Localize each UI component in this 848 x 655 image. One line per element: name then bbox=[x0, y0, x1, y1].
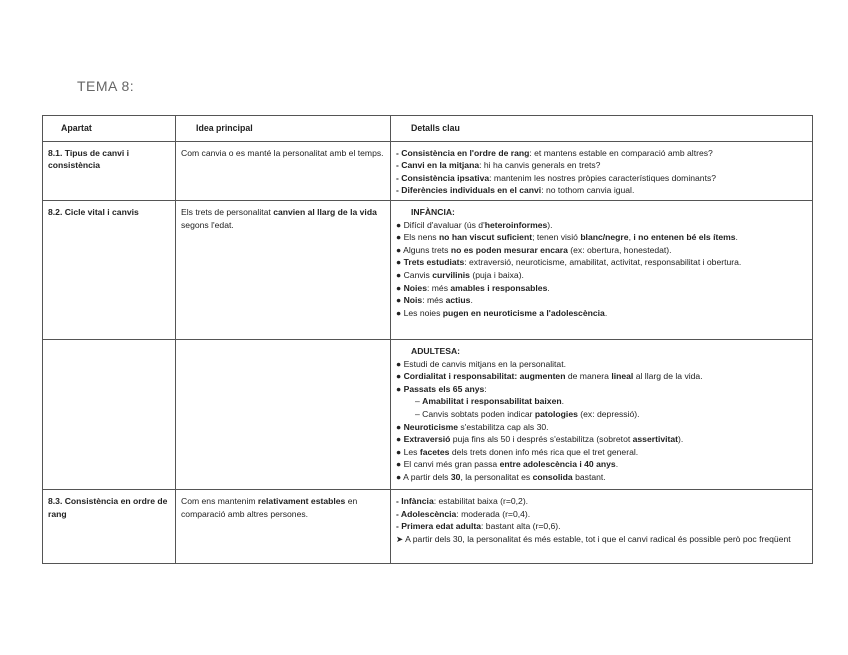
detail-line: ● Les noies pugen en neuroticisme a l'adolescència. bbox=[396, 307, 608, 318]
detail-line: ● Canvis curvilinis (puja i baixa). bbox=[396, 269, 524, 280]
table-row bbox=[43, 339, 813, 489]
detail-line: ● Noies: més amables i responsables. bbox=[396, 282, 550, 293]
document-title: TEMA 8: bbox=[77, 78, 135, 94]
table-header-row bbox=[43, 116, 813, 142]
detail-line: ● Passats els 65 anys: bbox=[396, 383, 487, 394]
detail-line: - Consistència en l'ordre de rang: et mantens estable en comparació amb altres? bbox=[396, 147, 713, 158]
header-apartat: Apartat bbox=[43, 116, 176, 142]
idea-cell: Els trets de personalitat canvien al llarg de la vida segons l'edat. bbox=[176, 200, 391, 339]
detail-line: - Consistència ipsativa: mantenim les nostres pròpies característiques dominants? bbox=[396, 172, 717, 183]
detail-line: - Canvi en la mitjana: hi ha canvis generals en trets? bbox=[396, 160, 601, 171]
detail-line: - Adolescència: moderada (r=0,4). bbox=[396, 508, 531, 519]
detail-line: ● Trets estudiats: extraversió, neuroticisme, amabilitat, activitat, responsabilitat i obertura. bbox=[396, 257, 742, 268]
table-row bbox=[43, 489, 813, 563]
detail-line: - Infància: estabilitat baixa (r=0,2). bbox=[396, 495, 529, 506]
header-idea-principal: Idea principal bbox=[176, 116, 391, 142]
detail-subline: – Amabilitat i responsabilitat baixen. bbox=[415, 396, 565, 407]
summary-table bbox=[42, 115, 813, 564]
detail-line: ● Cordialitat i responsabilitat: augmenten de manera lineal al llarg de la vida. bbox=[396, 371, 703, 382]
detail-line: ● Neuroticisme s'estabilitza cap als 30. bbox=[396, 421, 549, 432]
details-cell bbox=[391, 200, 813, 339]
idea-cell: Com ens mantenim relativament estables en comparació amb altres persones. bbox=[176, 489, 391, 563]
section-heading-adultesa: ADULTESA: bbox=[411, 345, 461, 356]
details-cell bbox=[391, 141, 813, 200]
detail-line: ● Difícil d'avaluar (ús d'heteroinformes). bbox=[396, 219, 553, 230]
section-heading-infancia: INFÀNCIA: bbox=[411, 206, 455, 217]
details-cell bbox=[391, 339, 813, 489]
apartat-cell-empty bbox=[43, 339, 176, 489]
detail-line: ● Nois: més actius. bbox=[396, 295, 473, 306]
details-cell bbox=[391, 489, 813, 563]
detail-line: ● Els nens no han viscut suficient; tenen visió blanc/negre, i no entenen bé els ítems. bbox=[396, 232, 738, 243]
apartat-cell: 8.3. Consistència en ordre de rang bbox=[43, 489, 176, 563]
detail-line: ➤ A partir dels 30, la personalitat és més estable, tot i que el canvi radical és possible però poc freqüent bbox=[396, 533, 791, 544]
idea-cell-empty bbox=[176, 339, 391, 489]
table-row bbox=[43, 200, 813, 339]
detail-line: ● Estudi de canvis mitjans en la personalitat. bbox=[396, 358, 566, 369]
detail-line: ● El canvi més gran passa entre adolescència i 40 anys. bbox=[396, 459, 619, 470]
detail-line: - Primera edat adulta: bastant alta (r=0,6). bbox=[396, 521, 561, 532]
detail-line: ● Extraversió puja fins als 50 i després s'estabilitza (sobretot assertivitat). bbox=[396, 434, 684, 445]
header-detalls-clau: Detalls clau bbox=[391, 116, 813, 142]
detail-line: ● Alguns trets no es poden mesurar encara (ex: obertura, honestedat). bbox=[396, 244, 672, 255]
detail-subline: – Canvis sobtats poden indicar patologies (ex: depressió). bbox=[415, 408, 640, 419]
table-row bbox=[43, 141, 813, 200]
detail-line: ● Les facetes dels trets donen info més rica que el tret general. bbox=[396, 446, 639, 457]
idea-cell: Com canvia o es manté la personalitat amb el temps. bbox=[176, 141, 391, 200]
detail-line: - Diferències individuals en el canvi: no tothom canvia igual. bbox=[396, 185, 635, 196]
apartat-cell: 8.2. Cicle vital i canvis bbox=[43, 200, 176, 339]
apartat-cell: 8.1. Tipus de canvi i consistència bbox=[43, 141, 176, 200]
detail-line: ● A partir dels 30, la personalitat es consolida bastant. bbox=[396, 471, 606, 482]
